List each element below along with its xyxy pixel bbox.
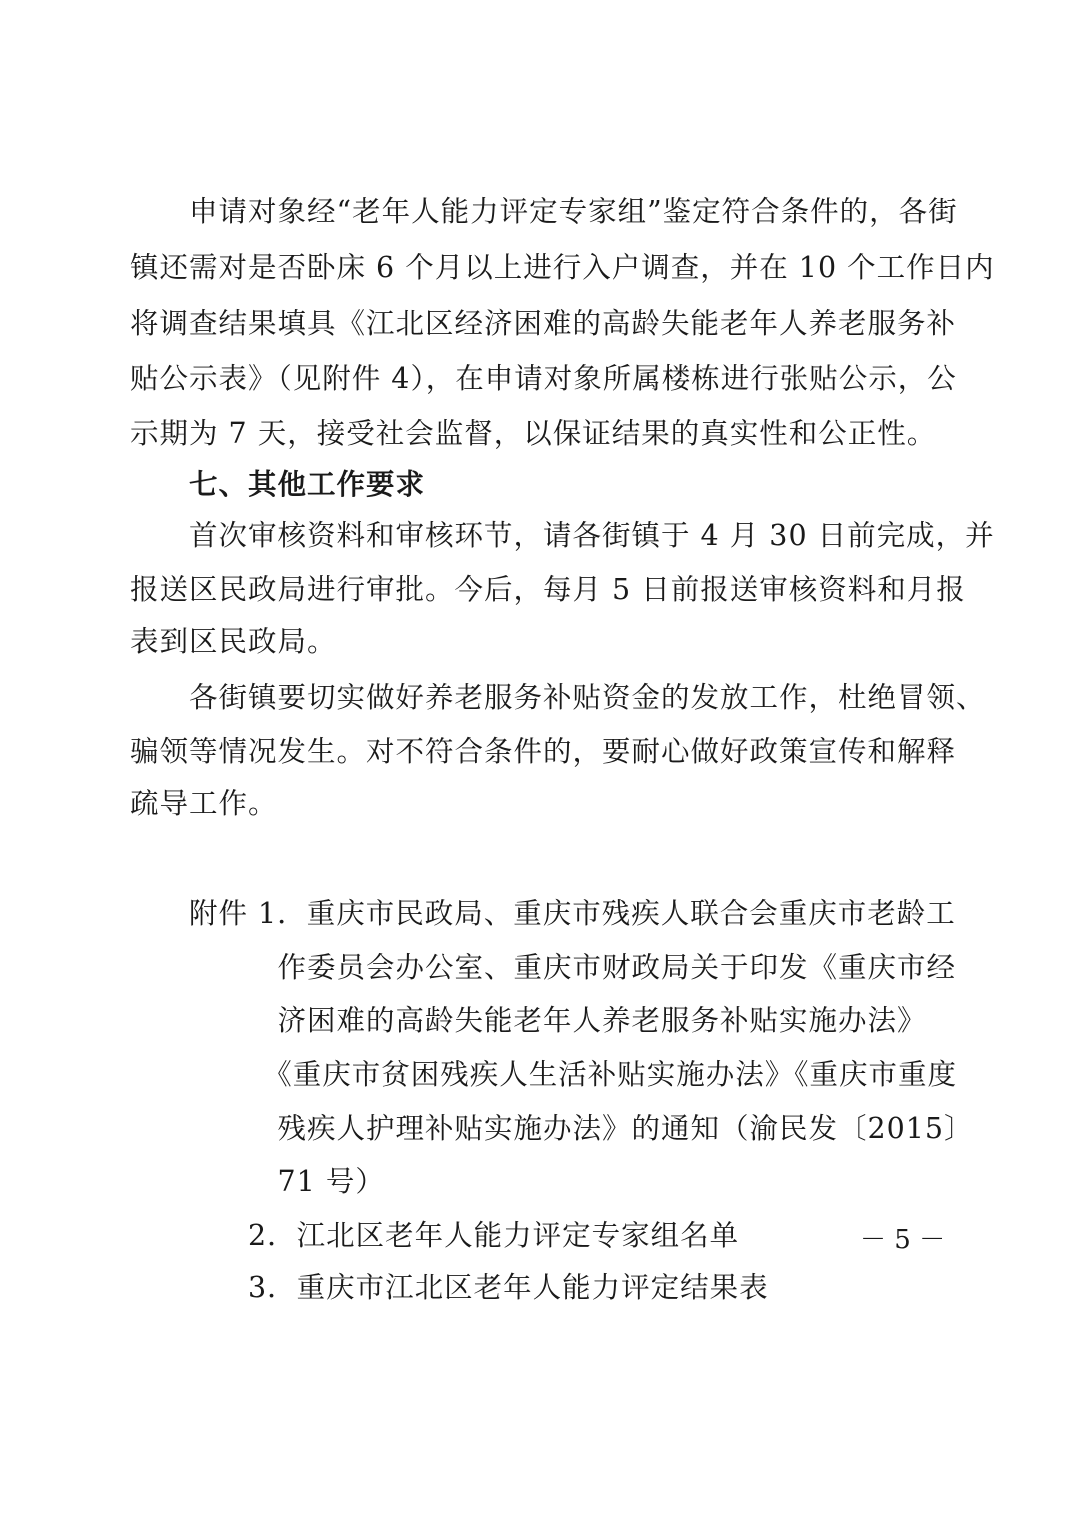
attachment-1-line-1: 附件 1．重庆市民政局、重庆市残疾人联合会重庆市老龄工 (130, 897, 956, 930)
attachment-3: 3．重庆市江北区老年人能力评定结果表 (130, 1271, 769, 1304)
attachment-1-line-3: 济困难的高龄失能老年人养老服务补贴实施办法》 (130, 1004, 927, 1037)
attachment-1-line-5: 残疾人护理补贴实施办法》的通知（渝民发〔2015〕 (130, 1112, 974, 1145)
page-number: － 5 － (860, 1225, 946, 1255)
section-heading-7: 七、其他工作要求 (130, 467, 426, 501)
paragraph-1-line-3: 将调查结果填具《江北区经济困难的高龄失能老年人养老服务补 (130, 307, 957, 340)
paragraph-2-line-3: 表到区民政局。 (130, 625, 337, 658)
paragraph-1-line-2: 镇还需对是否卧床 6 个月以上进行入户调查，并在 10 个工作日内 (130, 251, 995, 284)
attachment-1-line-2: 作委员会办公室、重庆市财政局关于印发《重庆市经 (130, 951, 957, 984)
attachment-1-line-4: 《重庆市贫困残疾人生活补贴实施办法》《重庆市重度 (130, 1058, 958, 1091)
paragraph-3-line-1: 各街镇要切实做好养老服务补贴资金的发放工作，杜绝冒领、 (130, 681, 986, 714)
paragraph-3-line-3: 疏导工作。 (130, 787, 278, 820)
attachment-2: 2．江北区老年人能力评定专家组名单 (130, 1219, 740, 1252)
attachment-1-line-6: 71 号） (130, 1165, 385, 1198)
paragraph-1-line-5: 示期为 7 天，接受社会监督，以保证结果的真实性和公正性。 (130, 417, 937, 450)
paragraph-2-line-2: 报送区民政局进行审批。今后，每月 5 日前报送审核资料和月报 (130, 573, 966, 606)
paragraph-2-line-1: 首次审核资料和审核环节，请各街镇于 4 月 30 日前完成，并 (130, 519, 995, 552)
paragraph-1-line-1: 申请对象经“老年人能力评定专家组”鉴定符合条件的，各街 (130, 195, 958, 228)
paragraph-1-line-4: 贴公示表》（见附件 4），在申请对象所属楼栋进行张贴公示，公 (130, 362, 957, 395)
paragraph-3-line-2: 骗领等情况发生。对不符合条件的，要耐心做好政策宣传和解释 (130, 735, 957, 768)
